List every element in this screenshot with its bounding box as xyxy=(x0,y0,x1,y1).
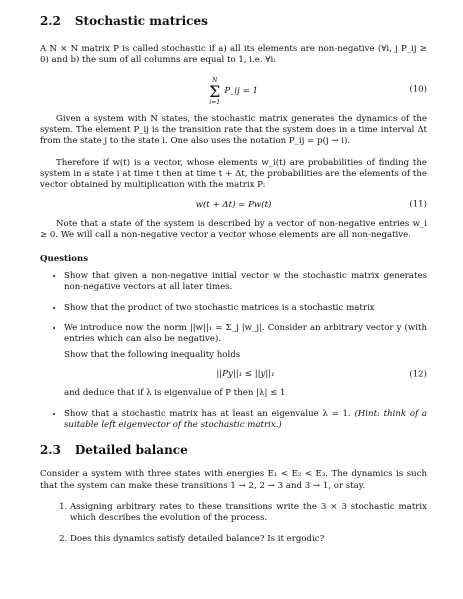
questions-list xyxy=(40,271,427,431)
equation-11 xyxy=(40,200,427,211)
paragraph: Note that a state of the system is described by a vector of non-negative entries w_i ≥ 0. We will call a non-negative vector a vector whose elements are all non-negative. xyxy=(40,218,427,241)
equation-body: ||Py||₁ ≤ ||y||₁ xyxy=(216,369,275,380)
list-item xyxy=(64,409,427,432)
exercise-list xyxy=(40,502,427,545)
list-item: 1. Assigning arbitrary rates to these transitions write the 3 × 3 stochastic matrix which describes the evolution of the process. xyxy=(70,502,427,525)
sum-upper-limit: N xyxy=(212,76,218,84)
section-heading xyxy=(40,443,427,459)
list-item xyxy=(64,323,427,400)
question-text: • We introduce now the norm ||w||₁ = Σ_j |w_j|. Consider an arbitrary vector y (with entries which can also be negative). xyxy=(64,322,427,345)
paragraph: Consider a system with three states with energies E₁ < E₂ < E₃. The dynamics is such that the system can make these transitions 1 → 2, 2 → 3 and 3 → 1, or stay. xyxy=(40,469,427,491)
questions-heading: Questions xyxy=(40,253,89,264)
list-item: 2. Does this dynamics satisfy detailed balance? Is it ergodic? xyxy=(70,534,427,545)
equation-10: N Σ i=1 P_ij = 1 (10) xyxy=(209,76,427,106)
equation-number: (11) xyxy=(409,199,427,210)
section-number: 2.2 xyxy=(40,14,61,28)
question-text: Show that the following inequality holds xyxy=(64,349,241,360)
section-number: 2.3 xyxy=(40,443,61,458)
equation-body: P_ij = 1 xyxy=(224,85,258,96)
question-text: Show that a stochastic matrix has at least an eigenvalue λ = 1. xyxy=(64,408,351,419)
equation-number: (12) xyxy=(409,369,427,380)
paragraph: Therefore if w(t) is a vector, whose elements w_i(t) are probabilities of finding the system in a state i at time t then at time t + Δt, the probabilities are the elements of the vector obtained by multiplication with the matrix P: xyxy=(40,157,427,191)
section-title: Stochastic matrices xyxy=(74,14,208,28)
equation-12 xyxy=(64,369,427,380)
list-item: • Show that given a non-negative initial vector w the stochastic matrix generates non-negative vectors at all later times. xyxy=(64,271,427,294)
section-heading xyxy=(40,14,427,30)
section-title: Detailed balance xyxy=(74,443,188,458)
paragraph: Given a system with N states, the stochastic matrix generates the dynamics of the system. The element P_ij is the transition rate that the system does in a time interval Δt from the state j to the state i. One also uses the notation P_ij = p(j → i). xyxy=(40,113,427,147)
question-text: and deduce that if λ is eigenvalue of P then |λ| ≤ 1 xyxy=(64,388,286,399)
hint-text: (Hint: think of a suitable left eigenvector of the stochastic matrix.) xyxy=(64,408,428,431)
sum-lower-limit: i=1 xyxy=(209,98,221,106)
equation-body: w(t + Δt) = Pw(t) xyxy=(195,199,272,210)
list-item: • Show that the product of two stochastic matrices is a stochastic matrix xyxy=(64,303,427,314)
equation-number: (10) xyxy=(409,84,427,95)
definition-paragraph: A N × N matrix P is called stochastic if a) all its elements are non-negative (∀i, j P_ij ≥ 0) and b) the sum of all columns are equal to 1, i.e. ∀i: xyxy=(40,43,427,66)
